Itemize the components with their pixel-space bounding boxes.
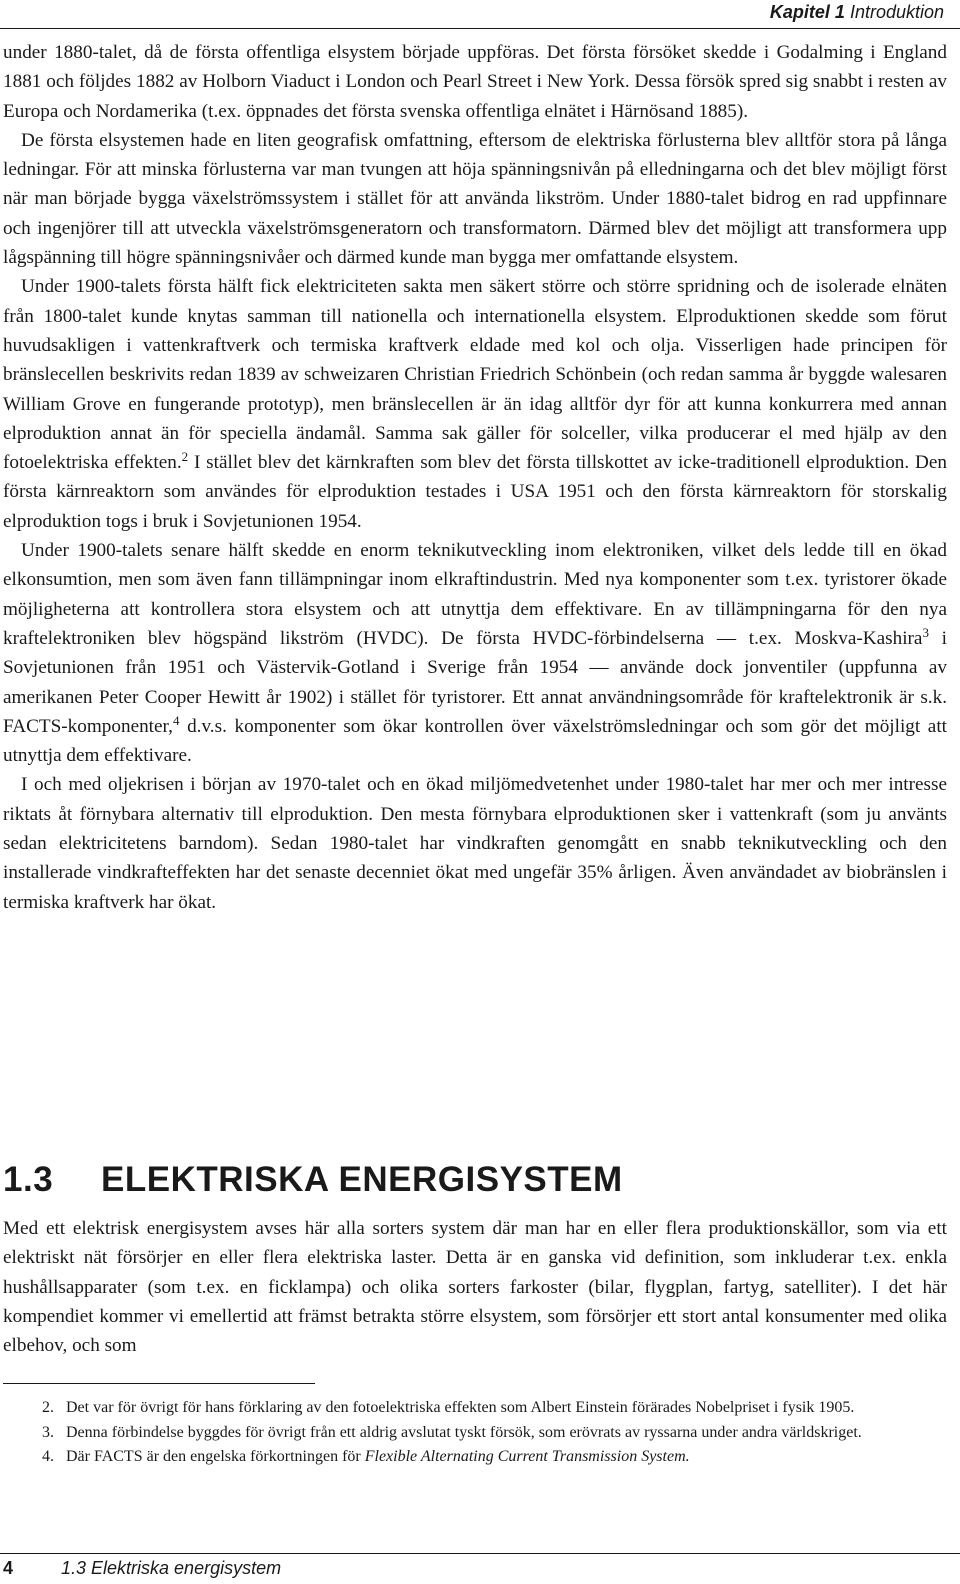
- footnote-number: 2.: [42, 1399, 54, 1416]
- paragraph-4-text-b: i Sovjetunionen från 1951 och Västervik-Gotland i Sverige från 1954 — använde dock jonventiler (uppfunna av amerikanen Peter Cooper Hewitt år 1902) i stället för tyristorer. Ett annat användningsområde för kraftelektronik är s.k. FACTS-komponenter,: [3, 627, 947, 737]
- section-body: [3, 1214, 947, 1360]
- section-heading: [3, 1158, 623, 1202]
- paragraph-3-text-b: I stället blev det kärnkraften som blev det första tillskottet av icke-traditionell elproduktion. Den första kärnreaktorn som användes för elproduktion testades i USA 1951 och den första kärnreaktorn för storskalig elproduktion togs i bruk i Sovjetunionen 1954.: [3, 452, 947, 532]
- paragraph-5: I och med oljekrisen i början av 1970-talet och en ökad miljömedvetenhet under 1980-talet har mer och mer intresse riktats åt förnybara alternativ till elproduktion. Den mesta förnybara elproduktionen sker i vattenkraft (som ju använts sedan elektricitetens barndom). Sedan 1980-talet har vindkraften genomgått en snabb teknikutveckling och den installerade vindkrafteffekten har det senaste decenniet ökat med ungefär 35% årligen. Även användadet av biobränslen i termiska kraftverk har ökat.: [3, 774, 947, 913]
- paragraph-4-text-c: d.v.s. komponenter som ökar kontrollen över växelströmsledningar och som gör det möjligt att utnyttja dem effektivare.: [3, 715, 947, 767]
- footnote-3: [42, 1421, 922, 1445]
- footnote-text-plain: Där FACTS är den engelska förkortningen för: [66, 1448, 365, 1465]
- paragraph-2: De första elsystemen hade en liten geografisk omfattning, eftersom de elektriska förlusterna blev alltför stora på långa ledningar. För att minska förlusterna var man tvungen att höja spänningsnivån på elledningarna och det blev möjligt först när man började bygga växelströmssystem i stället för att använda likström. Under 1880-talet bidrog en rad uppfinnare och ingenjörer till att utveckla växelströmsgeneratorn och transformatorn. Därmed blev det möjligt att transformera upp lågspänning till högre spänningsnivåer och därmed kunde man bygga mer omfattande elsystem.: [3, 129, 947, 269]
- running-header: [770, 0, 944, 24]
- footnote-ref-3[interactable]: 3: [922, 624, 929, 640]
- footnote-text-italic: Flexible Alternating Current Transmission System.: [364, 1448, 690, 1465]
- page-footer: [3, 1556, 281, 1580]
- chapter-label: Kapitel 1: [769, 2, 845, 22]
- header-rule: [0, 28, 960, 29]
- footnote-text: Denna förbindelse byggdes för övrigt från ett aldrig avslutat tyskt försök, som erövrats av ryssarna under andra världskriget.: [66, 1423, 862, 1441]
- body-text: [3, 38, 947, 917]
- footer-rule: [0, 1553, 960, 1554]
- footer-section-title: 1.3 Elektriska energisystem: [61, 1558, 282, 1578]
- footnote-rule: [3, 1383, 315, 1384]
- footnote-text: [66, 1445, 922, 1469]
- section-paragraph: Med ett elektrisk energisystem avses här alla sorters system där man har en eller flera produktionskällor, som via ett elektriskt nät försörjer en eller flera elektriska laster. Detta är en ganska vid definition, som inkluderar t.ex. enkla hushållsapparater (som t.ex. en ficklampa) och olika sorters farkoster (bilar, flygplan, fartyg, satelliter). I det här kompendiet kommer vi emellertid att främst betrakta större elsystem, som försörjer ett stort antal konsumenter med olika elbehov, och som: [3, 1218, 947, 1357]
- footnote-4: [42, 1445, 922, 1469]
- section-number: 1.3: [3, 1160, 54, 1199]
- page-number: 4: [3, 1558, 14, 1578]
- paragraph-4: [3, 536, 947, 770]
- footnote-ref-2[interactable]: 2: [181, 449, 189, 465]
- footnote-2: [42, 1396, 922, 1420]
- section-title: ELEKTRISKA ENERGISYSTEM: [101, 1160, 623, 1199]
- paragraph-3: [3, 272, 947, 536]
- paragraph-1: under 1880-talet, då de första offentliga elsystem började uppföras. Det första försöket skedde i Godalming i England 1881 och följdes 1882 av Holborn Viaduct i London och Pearl Street i New York. Dessa försök spred sig snabbt i resten av Europa och Nordamerika (t.ex. öppnades det första svenska offentliga elnätet i Härnösand 1885).: [3, 42, 947, 122]
- paragraph-4-text-a: Under 1900-talets senare hälft skedde en enorm teknikutveckling inom elektroniken, vilket dels ledde till en ökad elkonsumtion, men som även fann tillämpningar inom elkraftindustrin. Med nya komponenter som t.ex. tyristorer ökade möjligheterna att kontrollera stora elsystem och att utnyttja dem effektivare. En av tillämpningarna för den nya kraftelektroniken blev högspänd likström (HVDC). De första HVDC-förbindelserna — t.ex. Moskva-Kashira: [3, 540, 947, 649]
- footnote-number: 4.: [42, 1448, 54, 1465]
- footnote-number: 3.: [42, 1423, 54, 1441]
- footnotes: [42, 1396, 922, 1470]
- footnote-ref-4[interactable]: 4: [172, 712, 180, 728]
- paragraph-3-text-a: Under 1900-talets första hälft fick elektriciteten sakta men säkert större och större spridning och de isolerade elnäten från 1800-talet kunde knytas samman till nationella och internationella elsystem. Elproduktionen skedde som förut huvudsakligen i vattenkraftverk och termiska kraftverk eldade med kol och olja. Visserligen hade principen för bränslecellen beskrivits redan 1839 av schweizaren Christian Friedrich Schönbein (och redan samma år byggde walesaren William Grove en fungerande prototyp), men bränslecellen är än idag alltför dyr för att kunna konkurrera med annan elproduktion annat än för speciella ändamål. Samma sak gäller för solceller, vilka producerar el med hjälp av den fotoelektriska effekten.: [3, 276, 947, 474]
- chapter-title: Introduktion: [849, 2, 944, 22]
- footnote-text: Det var för övrigt för hans förklaring av den fotoelektriska effekten som Albert Einstein förärades Nobelpriset i fysik 1905.: [66, 1399, 855, 1416]
